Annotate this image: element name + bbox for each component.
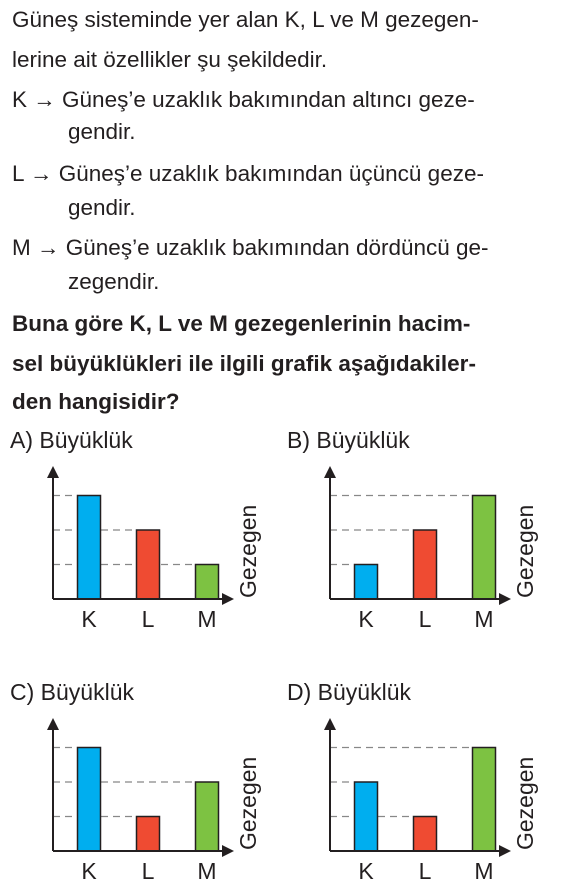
fact-k: [12, 86, 475, 114]
tick-label-m: M: [197, 858, 217, 884]
x-axis-label: Gezegen: [235, 756, 261, 850]
intro-line-2: lerine ait özellikler şu şekildedir.: [12, 47, 328, 72]
prompt-line-3: den hangisidir?: [12, 389, 180, 414]
fact-l-planet: L: [12, 161, 24, 186]
tick-label-l: L: [141, 858, 155, 884]
bar-l: [414, 530, 437, 599]
y-axis-arrow-icon: [324, 466, 336, 478]
chart-d[interactable]: [277, 707, 567, 887]
option-c-label: C): [10, 679, 35, 705]
bar-k: [78, 748, 101, 852]
intro-line-1: Güneş sisteminde yer alan K, L ve M gezegen-: [12, 7, 479, 32]
x-axis-arrow-icon: [222, 593, 234, 605]
option-a-ylabel: Büyüklük: [39, 427, 133, 453]
tick-label-k: K: [358, 858, 374, 884]
tick-label-l: L: [418, 606, 432, 632]
x-axis-label: Gezegen: [512, 756, 538, 850]
prompt-line-2: sel büyüklükleri ile ilgili grafik aşağıdakiler-: [12, 351, 476, 376]
y-axis-arrow-icon: [47, 718, 59, 730]
fact-l-cont: gendir.: [68, 195, 136, 220]
chart-a[interactable]: [0, 455, 280, 635]
bar-m: [196, 565, 219, 600]
bar-k: [78, 496, 101, 600]
arrow-icon: →: [37, 235, 60, 260]
bar-l: [137, 530, 160, 599]
option-b-ylabel: Büyüklük: [316, 427, 410, 453]
arrow-icon: →: [33, 87, 56, 112]
tick-label-m: M: [474, 858, 494, 884]
y-axis-arrow-icon: [47, 466, 59, 478]
bar-m: [473, 496, 496, 600]
option-d-header[interactable]: [287, 679, 411, 706]
fact-m: [12, 234, 489, 262]
option-b-header[interactable]: [287, 427, 410, 454]
arrow-icon: →: [29, 161, 53, 186]
bar-k: [355, 782, 378, 851]
fact-m-text: Güneş’e uzaklık bakımından dördüncü ge-: [65, 235, 489, 260]
fact-k-text: Güneş’e uzaklık bakımından altıncı geze-: [62, 87, 475, 112]
option-a-header[interactable]: [10, 427, 133, 454]
bar-l: [414, 817, 437, 852]
x-axis-arrow-icon: [222, 845, 234, 857]
x-axis-arrow-icon: [499, 593, 511, 605]
x-axis-label: Gezegen: [512, 504, 538, 598]
bar-m: [473, 748, 496, 852]
option-a-label: A): [10, 427, 33, 453]
option-c-ylabel: Büyüklük: [40, 679, 134, 705]
fact-m-planet: M: [12, 235, 31, 260]
fact-l-text: Güneş’e uzaklık bakımından üçüncü geze-: [58, 161, 484, 186]
tick-label-l: L: [418, 858, 432, 884]
tick-label-k: K: [358, 606, 374, 632]
y-axis-arrow-icon: [324, 718, 336, 730]
tick-label-m: M: [474, 606, 494, 632]
option-c-header[interactable]: [10, 679, 134, 706]
tick-label-k: K: [81, 606, 97, 632]
fact-l: [12, 160, 484, 188]
bar-l: [137, 817, 160, 852]
fact-k-planet: K: [12, 87, 28, 112]
prompt-line-1: Buna göre K, L ve M gezegenlerinin hacim-: [12, 311, 471, 336]
option-d-ylabel: Büyüklük: [317, 679, 411, 705]
chart-c[interactable]: [0, 707, 280, 887]
option-b-label: B): [287, 427, 310, 453]
tick-label-k: K: [81, 858, 97, 884]
fact-m-cont: zegendir.: [68, 269, 160, 294]
x-axis-arrow-icon: [499, 845, 511, 857]
option-d-label: D): [287, 679, 312, 705]
tick-label-l: L: [141, 606, 155, 632]
fact-k-cont: gendir.: [68, 119, 136, 144]
bar-k: [355, 565, 378, 600]
tick-label-m: M: [197, 606, 217, 632]
x-axis-label: Gezegen: [235, 504, 261, 598]
chart-b[interactable]: [277, 455, 567, 635]
bar-m: [196, 782, 219, 851]
